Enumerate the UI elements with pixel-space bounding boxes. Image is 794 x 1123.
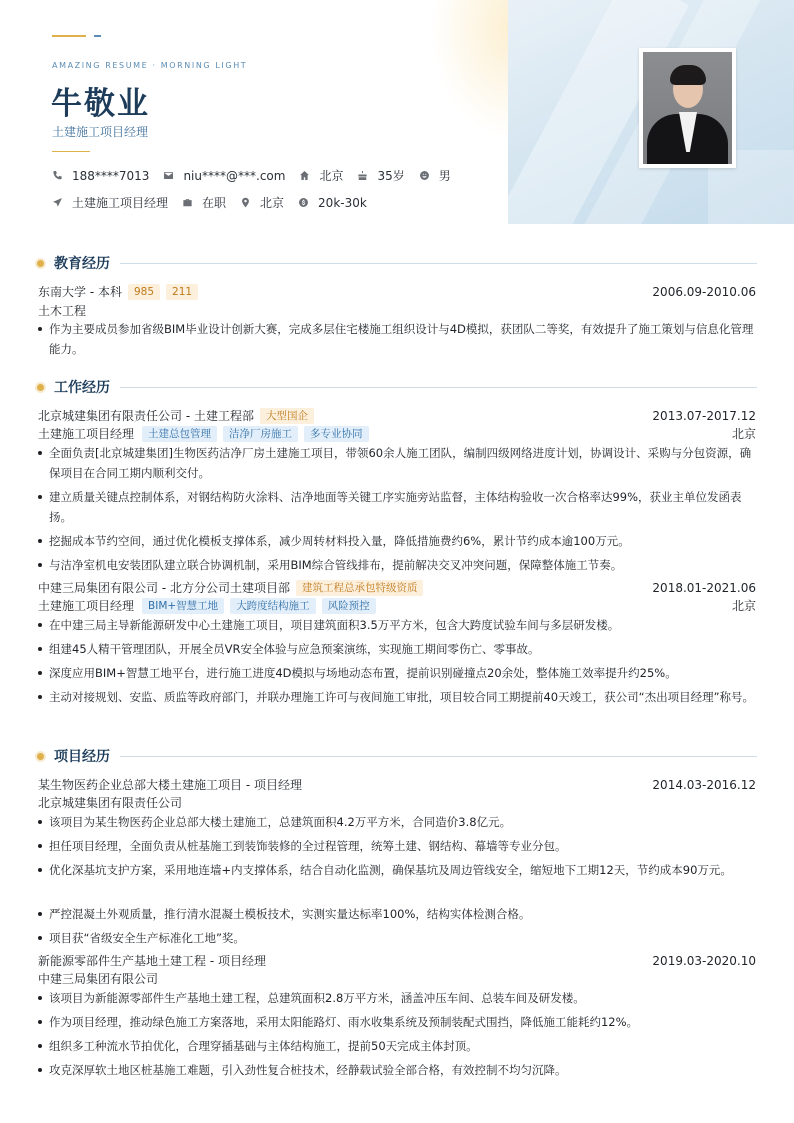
project-name: 新能源零部件生产基地土建工程 - 项目经理 <box>38 954 266 968</box>
job-city: 北京 <box>731 427 756 441</box>
project-org: 中建三局集团有限公司 <box>38 972 159 986</box>
project-bullet: 组织多工种流水节拍优化，合理穿插基础与主体结构施工，提前50天完成主体封顶。 <box>38 1036 758 1056</box>
education-school-row <box>38 283 756 300</box>
salary-info: 20k-30k <box>298 196 367 210</box>
project-org: 北京城建集团有限责任公司 <box>38 796 183 810</box>
major: 土木工程 <box>38 304 87 318</box>
company-name: 北京城建集团有限责任公司 - 土建工程部 <box>38 409 254 423</box>
project-bullet: 该项目为某生物医药企业总部大楼土建施工，总建筑面积4.2万平方米，合同造价3.8亿元。 <box>38 812 758 832</box>
skill-tag: 大跨度结构施工 <box>230 598 316 614</box>
project-name-row <box>38 952 756 969</box>
project-bullet: 严控混凝土外观质量，推行清水混凝土模板技术，实测实量达标率100%，结构实体检测合格。 <box>38 904 758 924</box>
project-bullet: 该项目为新能源零部件生产基地土建工程，总建筑面积2.8万平方米，涵盖冲压车间、总装车间及研发楼。 <box>38 988 758 1008</box>
education-section-header <box>37 253 757 273</box>
work-section-header <box>37 377 757 397</box>
project-date: 2019.03-2020.10 <box>652 953 756 968</box>
skill-tag: 洁净厂房施工 <box>223 426 298 442</box>
job-bullet: 全面负责[北京城建集团]生物医药洁净厂房土建施工项目，带领60余人施工团队，编制四级网络进度计划，协调设计、采购与分包资源，确保项目在合同工期内顺利交付。 <box>38 443 758 483</box>
contact-info-row <box>52 167 465 184</box>
skill-tag: BIM+智慧工地 <box>142 598 224 614</box>
job-bullet: 挖掘成本节约空间，通过优化模板支撑体系，减少周转材料投入量，降低措施费约6%，累计节约成本逾100万元。 <box>38 531 758 551</box>
job-date: 2013.07-2017.12 <box>652 408 756 423</box>
job-bullet: 组建45人精干管理团队，开展全员VR安全体验与应急预案演练，实现施工期间零伤亡、零事故。 <box>38 639 758 659</box>
city-info: 北京 <box>299 167 343 184</box>
candidate-name: 牛敬业 <box>51 86 150 122</box>
job-bullet: 与洁净室机电安装团队建立联合协调机制，采用BIM综合管线排布，提前解决交叉冲突问题，保障整体施工节奏。 <box>38 555 758 575</box>
job-position: 土建施工项目经理 <box>38 599 135 613</box>
education-date: 2006.09-2010.06 <box>652 284 756 299</box>
project-org-row <box>38 794 756 811</box>
company-name: 中建三局集团有限公司 - 北方分公司土建项目部 <box>38 581 290 595</box>
smile-icon <box>419 170 430 181</box>
project-bullet: 项目获“省级安全生产标准化工地”奖。 <box>38 928 758 948</box>
project-name: 某生物医药企业总部大楼土建施工项目 - 项目经理 <box>38 778 302 792</box>
email-info: niu****@***.com <box>163 169 285 183</box>
status-info: 在职 <box>182 194 226 211</box>
job-position-row <box>38 425 756 442</box>
header-divider <box>52 151 90 152</box>
skill-tag: 土建总包管理 <box>142 426 217 442</box>
job-bullet: 主动对接规划、安监、质监等政府部门，并联办理施工许可与夜间施工审批，项目较合同工期提前40天竣工，获公司“杰出项目经理”称号。 <box>38 687 758 707</box>
avatar-photo <box>639 48 736 168</box>
cake-icon <box>357 170 368 181</box>
section-dot-icon <box>37 753 44 760</box>
briefcase-icon <box>182 197 193 208</box>
target-position-info: 土建施工项目经理 <box>52 194 168 211</box>
education-bullet: 作为主要成员参加省级BIM毕业设计创新大赛，完成多层住宅楼施工组织设计与4D模拟，获团队二等奖，有效提升了施工策划与信息化管理能力。 <box>38 319 758 359</box>
job-intent-row <box>52 194 381 211</box>
resume-tagline: AMAZING RESUME · MORNING LIGHT <box>52 61 248 70</box>
project-bullet: 攻克深厚软土地区桩基施工难题，引入劲性复合桩技术，经静载试验全部合格，有效控制不均匀沉降。 <box>38 1060 758 1080</box>
section-title: 教育经历 <box>54 256 110 272</box>
home-icon <box>299 170 310 181</box>
skill-tag: 风险预控 <box>322 598 376 614</box>
project-bullet: 担任项目经理，全面负责从桩基施工到装饰装修的全过程管理，统筹土建、钢结构、幕墙等专业分包。 <box>38 836 758 856</box>
work-city-info: 北京 <box>240 194 284 211</box>
job-city: 北京 <box>731 599 756 613</box>
gender-info: 男 <box>419 167 451 184</box>
section-title: 项目经历 <box>54 749 110 765</box>
coin-icon <box>298 197 309 208</box>
company-tag: 大型国企 <box>260 408 314 424</box>
job-bullet: 建立质量关键点控制体系，对钢结构防火涂料、洁净地面等关键工序实施旁站监督，主体结构验收一次合格率达99%，获业主单位发函表扬。 <box>38 487 758 527</box>
school-tag: 211 <box>166 284 198 300</box>
section-title: 工作经历 <box>54 380 110 396</box>
phone-info: 188****7013 <box>52 169 149 183</box>
skill-tag: 多专业协同 <box>304 426 369 442</box>
school-tag: 985 <box>128 284 160 300</box>
project-bullet: 优化深基坑支护方案，采用地连墙+内支撑体系，结合自动化监测，确保基坑及周边管线安全，缩短地下工期12天，节约成本90万元。 <box>38 860 758 880</box>
section-dot-icon <box>37 260 44 267</box>
job-bullet: 在中建三局主导新能源研发中心土建施工项目，项目建筑面积3.5万平方米，包含大跨度试验车间与多层研发楼。 <box>38 615 758 635</box>
project-bullet: 作为项目经理，推动绿色施工方案落地，采用太阳能路灯、雨水收集系统及预制装配式围挡，降低施工能耗约12%。 <box>38 1012 758 1032</box>
project-date: 2014.03-2016.12 <box>652 777 756 792</box>
job-company-row <box>38 579 756 596</box>
mail-icon <box>163 170 174 181</box>
location-icon <box>240 197 251 208</box>
project-name-row <box>38 776 756 793</box>
project-section-header <box>37 746 757 766</box>
job-bullet: 深度应用BIM+智慧工地平台，进行施工进度4D模拟与场地动态布置，提前识别碰撞点20余处，整体施工效率提升约25%。 <box>38 663 758 683</box>
section-dot-icon <box>37 384 44 391</box>
school-name: 东南大学 - 本科 <box>38 285 122 299</box>
job-date: 2018.01-2021.06 <box>652 580 756 595</box>
job-position: 土建施工项目经理 <box>38 427 135 441</box>
candidate-role: 土建施工项目经理 <box>52 125 149 139</box>
send-icon <box>52 197 63 208</box>
project-org-row <box>38 970 756 987</box>
job-position-row <box>38 597 756 614</box>
job-company-row <box>38 407 756 424</box>
phone-icon <box>52 170 63 181</box>
age-info: 35岁 <box>357 167 404 184</box>
company-tag: 建筑工程总承包特级资质 <box>296 580 424 596</box>
education-major-row <box>38 302 756 319</box>
